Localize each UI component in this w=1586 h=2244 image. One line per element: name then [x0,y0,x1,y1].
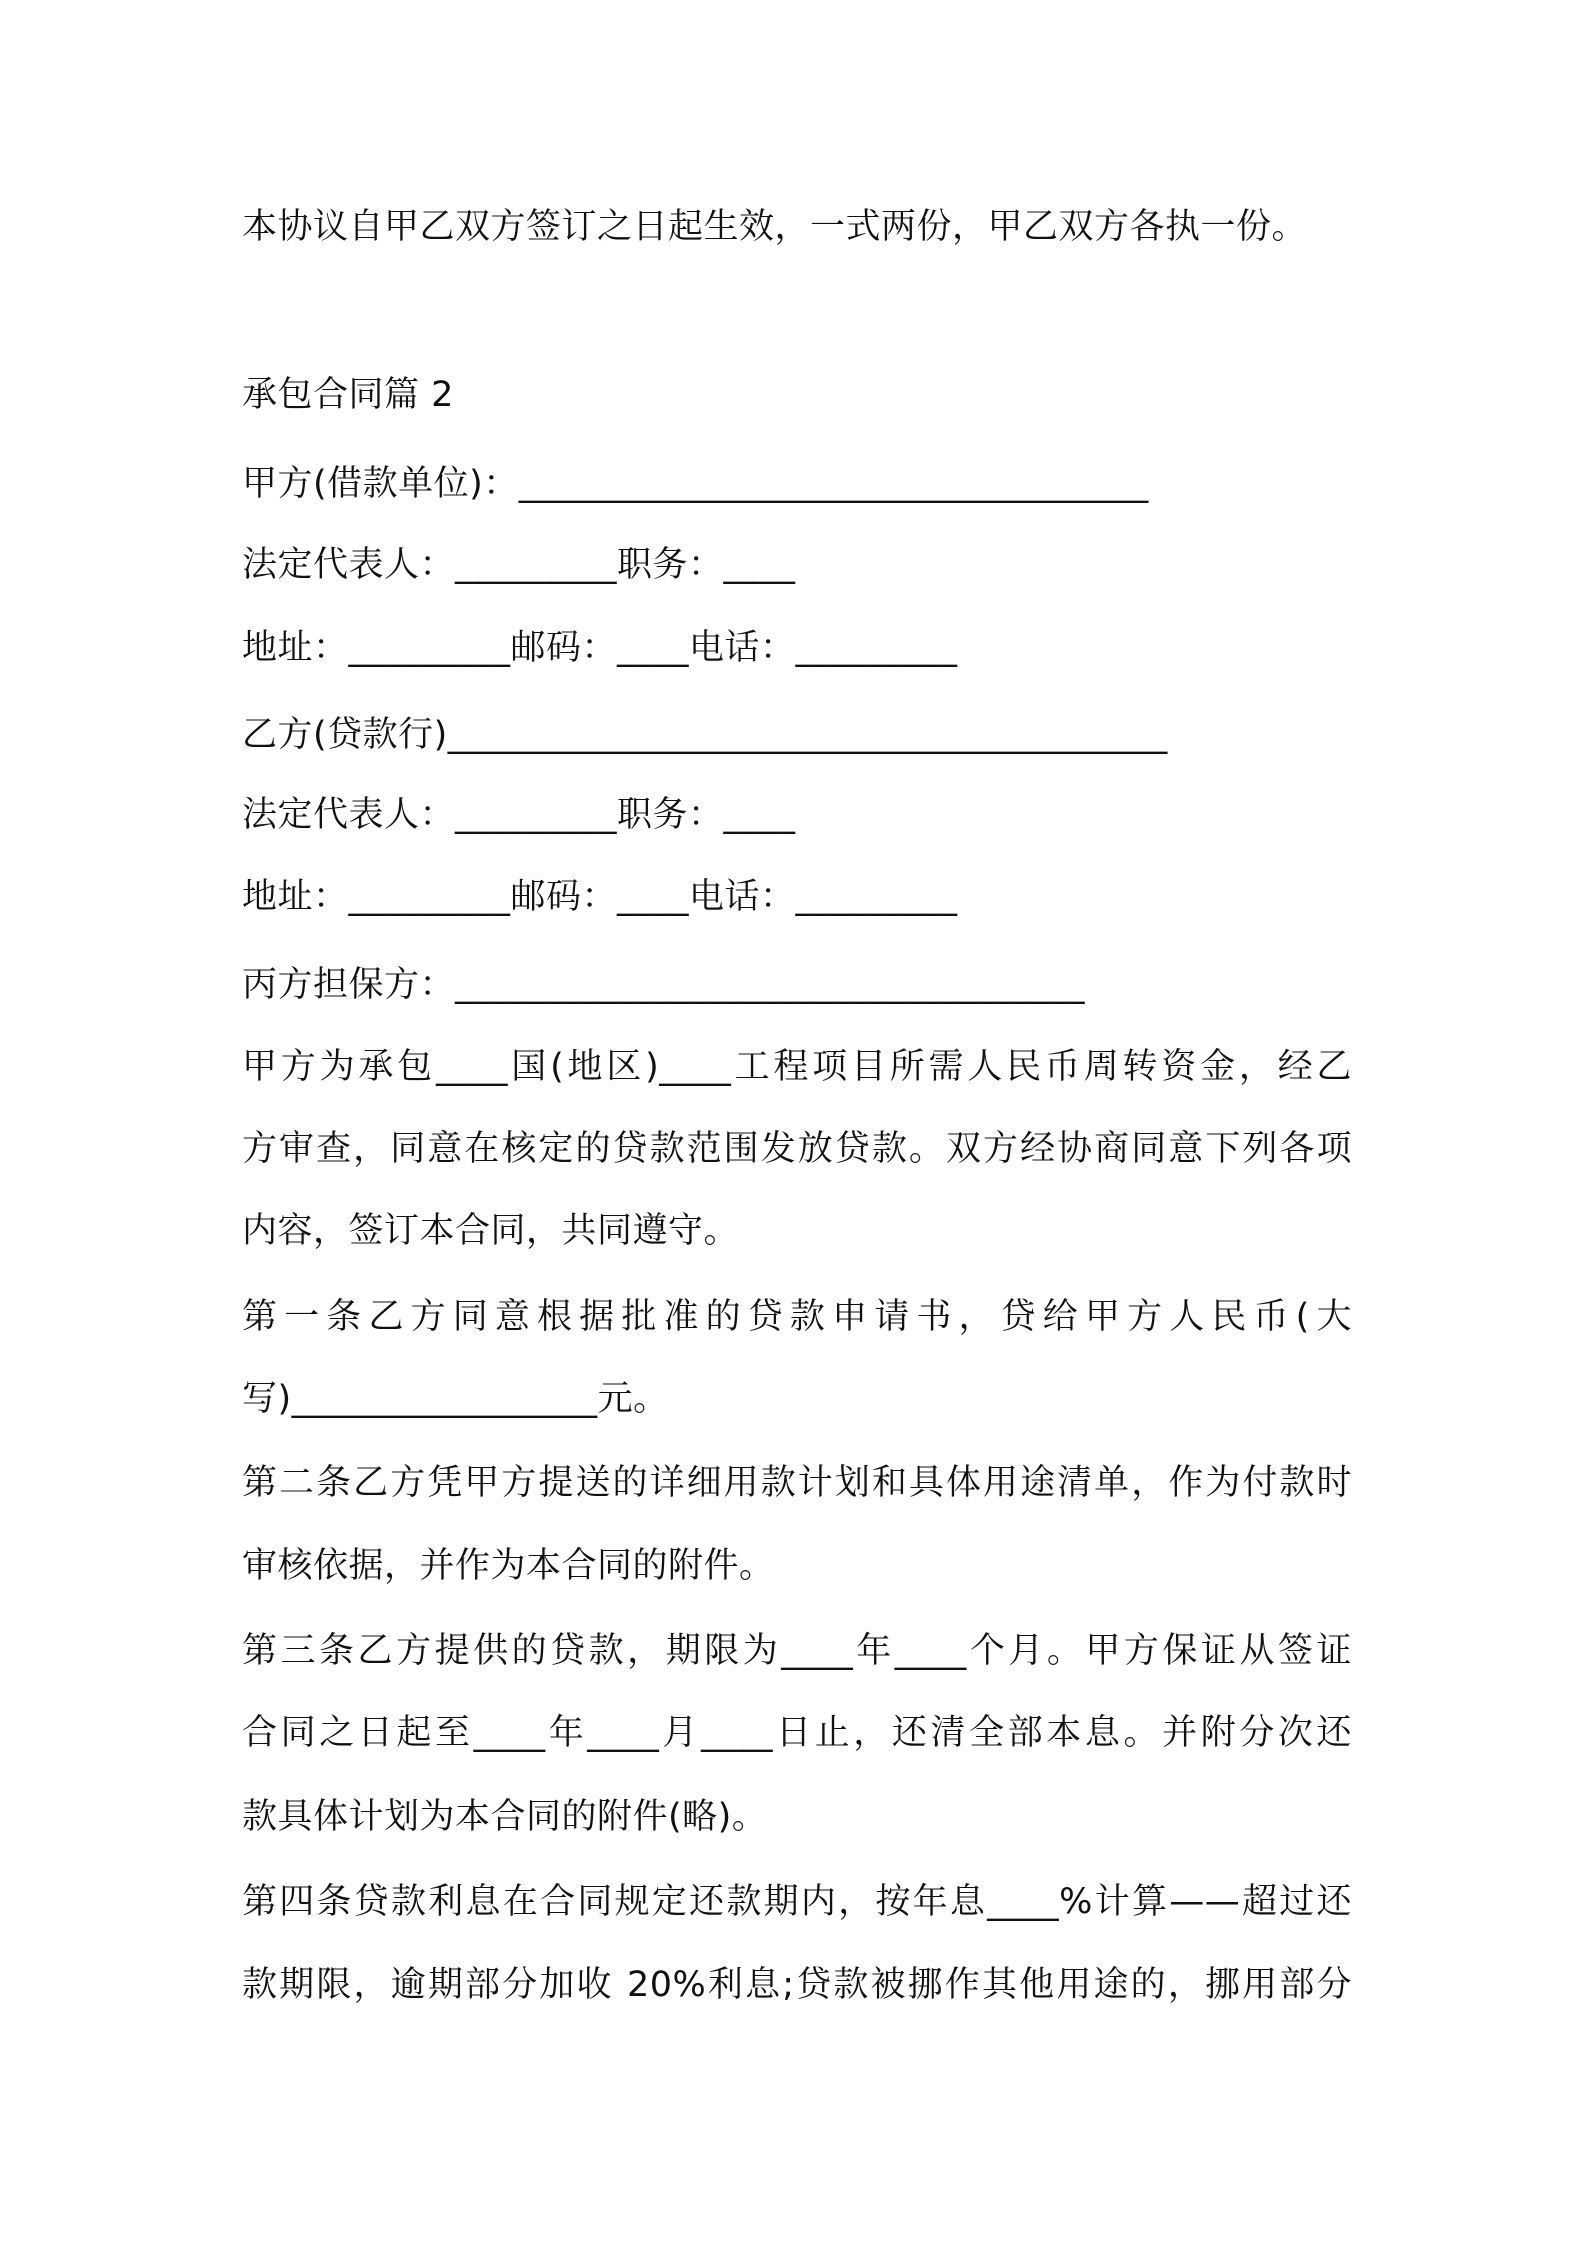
article-3-line-2: 合同之日起至____年____月____日止，还清全部本息。并附分次还 [242,1713,1352,1753]
guarantor-name: 丙方担保方：___________________________________ [242,965,1086,1005]
party-b-name: 乙方(贷款行)________________________________________ [242,715,1168,755]
article-3-line-1: 第三条乙方提供的贷款，期限为____年____个月。甲方保证从签证 [242,1631,1352,1671]
party-a-address: 地址：_________邮码：____电话：_________ [242,628,958,668]
article-2-line-1: 第二条乙方凭甲方提送的详细用款计划和具体用途清单，作为付款时 [242,1463,1352,1503]
party-b-representative: 法定代表人：_________职务：____ [242,795,796,835]
effective-clause: 本协议自甲乙双方签订之日起生效，一式两份，甲乙双方各执一份。 [242,207,1308,247]
article-4-line-1: 第四条贷款利息在合同规定还款期内，按年息____%计算——超过还 [242,1882,1352,1922]
preamble-line-1: 甲方为承包____国(地区)____工程项目所需人民币周转资金，经乙 [242,1047,1352,1087]
article-1-line-1: 第一条乙方同意根据批准的贷款申请书，贷给甲方人民币(大 [242,1297,1352,1337]
party-a-name: 甲方(借款单位)：___________________________________ [242,464,1149,504]
article-4-line-2: 款期限，逾期部分加收 20%利息;贷款被挪作其他用途的，挪用部分 [242,1965,1352,2005]
section-heading: 承包合同篇 2 [242,375,454,415]
preamble-line-2: 方审查，同意在核定的贷款范围发放贷款。双方经协商同意下列各项 [242,1129,1352,1169]
article-3-line-3: 款具体计划为本合同的附件(略)。 [242,1797,768,1837]
party-b-address: 地址：_________邮码：____电话：_________ [242,877,958,917]
preamble-line-3: 内容，签订本合同，共同遵守。 [242,1211,740,1251]
party-a-representative: 法定代表人：_________职务：____ [242,545,796,585]
article-2-line-2: 审核依据，并作为本合同的附件。 [242,1546,775,1586]
article-1-line-2: 写)_________________元。 [242,1379,669,1419]
